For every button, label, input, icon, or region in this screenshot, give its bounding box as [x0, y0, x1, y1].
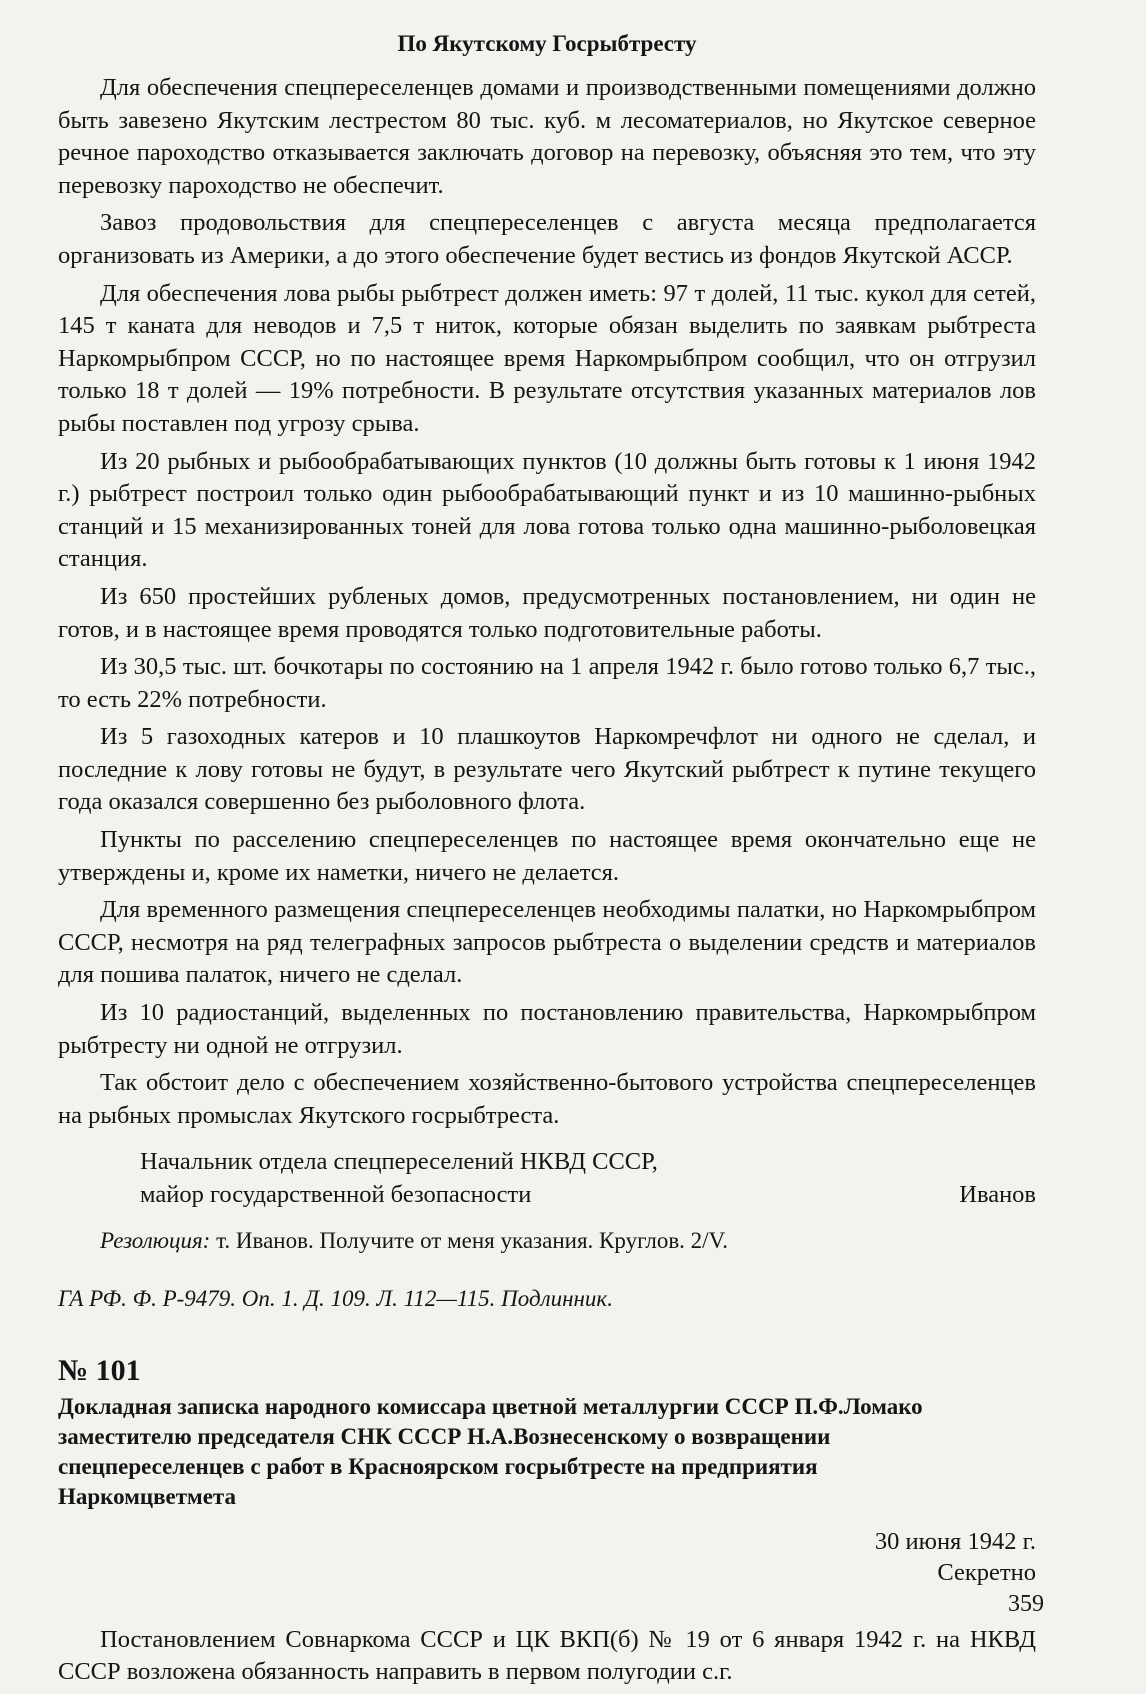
classification-mark: Секретно [937, 1558, 1036, 1586]
resolution [58, 1226, 1036, 1256]
archive-reference: ГА РФ. Ф. Р-9479. Оп. 1. Д. 109. Л. 112—115. Подлинник. [58, 1285, 613, 1311]
paragraph-houses: Из 650 простейших рубленых домов, предусмотренных постановлением, ни один не готов, и в настоящее время проводятся только подготовительные работы. [58, 582, 1036, 643]
paragraph-fishing-materials: Для обеспечения лова рыбы рыбтрест должен иметь: 97 т долей, 11 тыс. кукол для сетей, 145 т каната для неводов и 7,5 т ниток, которые обязан выделить по заявкам рыбтреста Наркомрыбпром СССР, но по настоящее время Наркомрыбпром сообщил, что он отгрузил только 18 т долей — 19% потребности. В результате отсутствия указанных материалов лов рыбы поставлен под угрозу срыва. [58, 279, 1036, 437]
signature-line [140, 1179, 1036, 1212]
section-heading: По Якутскому Госрыбтресту [397, 31, 697, 56]
paragraph-tents: Для временного размещения спецпереселенцев необходимы палатки, но Наркомрыбпром СССР, несмотря на ряд телеграфных запросов рыбтреста о выделении средств и материалов для пошива палаток, ничего не сделал. [58, 896, 1036, 989]
signature-block [58, 1146, 1036, 1211]
paragraph-timber: Для обеспечения спецпереселенцев домами и производственными помещениями должно быть завезено Якутским лестрестом 80 тыс. куб. м лесоматериалов, но Якутское северное речное пароходство отказывается заключать договор на перевозку, объясняя это тем, что эту перевозку пароходство не обеспечит. [58, 74, 1036, 199]
document-title: Докладная записка народного комиссара цветной металлургии СССР П.Ф.Ломако заместителю председателя СНК СССР Н.А.Вознесенскому о возвращении спецпереселенцев с работ в Красноярском госрыбтресте на предприятия Наркомцветмета [58, 1393, 923, 1509]
signature-position-line2: майор государственной безопасности [140, 1181, 532, 1208]
paragraph-boats: Из 5 газоходных катеров и 10 плашкоутов Наркомречфлот ни одного не сделал, и последние к лову готовы не будут, в результате чего Якутский рыбтрест к путине текущего года оказался совершенно без рыболовного флота. [58, 723, 1036, 816]
paragraph-fish-points: Из 20 рыбных и рыбообрабатывающих пунктов (10 должны быть готовы к 1 июня 1942 г.) рыбтрест построил только один рыбообрабатывающий пункт и из 10 машинно-рыбных станций и 15 механизированных тоней для лова готова только одна машинно-рыболовецкая станция. [58, 447, 1036, 573]
signature-name: Иванов [959, 1181, 1036, 1208]
signature-position-line1: Начальник отдела спецпереселений НКВД СССР, [140, 1148, 658, 1176]
document-number: № 101 [58, 1353, 141, 1387]
paragraph-settlement-points: Пункты по расселению спецпереселенцев по настоящее время окончательно еще не утверждены и, кроме их наметки, ничего не делается. [58, 826, 1036, 886]
resolution-label: Резолюция: [100, 1227, 211, 1253]
document-body-start: Постановлением Совнаркома СССР и ЦК ВКП(б) № 19 от 6 января 1942 г. на НКВД СССР возложена обязанность направить в первом полугодии с.г. [58, 1625, 1036, 1686]
document-date: 30 июня 1942 г. [874, 1527, 1036, 1555]
page-number: 359 [1008, 1591, 1044, 1617]
paragraph-conclusion: Так обстоит дело с обеспечением хозяйственно-бытового устройства спецпереселенцев на рыбных промыслах Якутского госрыбтреста. [58, 1069, 1036, 1129]
resolution-text: т. Иванов. Получите от меня указания. Круглов. 2/V. [210, 1227, 728, 1253]
document-page [58, 30, 1044, 1694]
paragraph-food-supply: Завоз продовольствия для спецпереселенцев с августа месяца предполагается организовать из Америки, а до этого обеспечение будет вестись из фондов Якутской АССР. [58, 209, 1036, 269]
paragraph-barrels: Из 30,5 тыс. шт. бочкотары по состоянию на 1 апреля 1942 г. было готово только 6,7 тыс., то есть 22% потребности. [58, 653, 1036, 713]
paragraph-radio: Из 10 радиостанций, выделенных по постановлению правительства, Наркомрыбпром рыбтресту ни одной не отгрузил. [58, 999, 1036, 1059]
